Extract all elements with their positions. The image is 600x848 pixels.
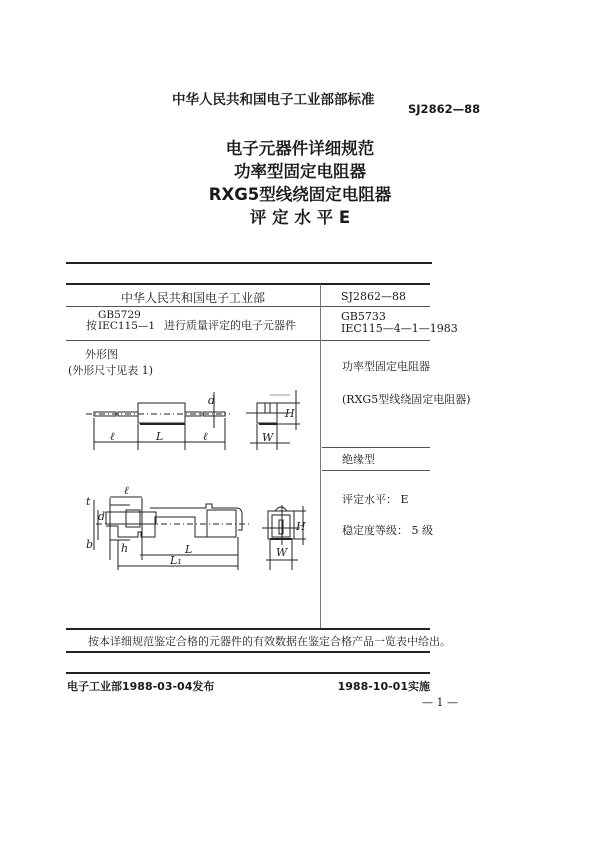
- qualified-products-note: 按本详细规范鉴定合格的元器件的有效数据在鉴定合格产品一览表中给出。: [88, 635, 451, 648]
- height-label: H: [285, 407, 295, 420]
- issuer-heading: 中华人民共和国电子工业部部标准: [172, 92, 375, 108]
- diameter-label: d: [208, 394, 216, 407]
- iec-reference: IEC115—1: [98, 320, 156, 332]
- lead-length-label-d2: ℓ: [124, 484, 129, 497]
- assessment-level: 评定水平： E: [342, 493, 409, 506]
- stability-class: 稳定度等级： 5 级: [342, 524, 433, 537]
- outline-dimension-note: (外形尺寸见表 1): [68, 364, 154, 377]
- total-length-label: L₁: [170, 554, 182, 567]
- lead-length-label-2: ℓ: [203, 430, 208, 443]
- iec-spec: IEC115—4—1—1983: [341, 322, 458, 335]
- width-label-d2: W: [276, 546, 288, 559]
- qa-suffix: 进行质量评定的电子元器件: [164, 319, 296, 332]
- title-line-3: RXG5型线绕固定电阻器: [208, 185, 392, 204]
- gb-spec: GB5733: [341, 310, 386, 323]
- resistor-model: (RXG5型线绕固定电阻器): [342, 393, 471, 406]
- d-label-d2: d: [98, 510, 106, 523]
- qa-prefix: 按: [86, 319, 97, 332]
- insulation-type: 绝缘型: [342, 453, 375, 466]
- t-label: t: [86, 495, 91, 508]
- body-length-label-d2: L: [185, 543, 193, 556]
- page-number: — 1 —: [422, 696, 458, 709]
- resistor-type: 功率型固定电阻器: [342, 360, 430, 373]
- width-label: W: [262, 431, 274, 444]
- insulation-bottom-rule: [322, 470, 430, 471]
- ministry-cell: 中华人民共和国电子工业部: [120, 291, 265, 305]
- effective-date: 1988-10-01实施: [337, 680, 430, 693]
- gb-reference: GB5729: [98, 309, 141, 321]
- footer-rule: [66, 672, 430, 674]
- title-line-1: 电子元器件详细规范: [225, 139, 375, 158]
- note-bottom-rule: [66, 651, 430, 653]
- height-label-d2: H: [296, 520, 306, 533]
- table-bottom-border: [66, 628, 430, 630]
- insulation-top-rule: [322, 447, 430, 448]
- title-line-4: 评 定 水 平 E: [249, 208, 351, 227]
- outline-drawing-label: 外形图: [85, 348, 118, 361]
- lead-length-label: ℓ: [110, 430, 115, 443]
- body-length-label: L: [156, 430, 164, 443]
- standard-number-cell: SJ2862—88: [341, 290, 406, 303]
- publish-date: 电子工业部1988-03-04发布: [67, 680, 215, 693]
- b-label: b: [86, 538, 94, 551]
- standard-number: SJ2862—88: [408, 102, 481, 116]
- title-line-2: 功率型固定电阻器: [234, 162, 366, 181]
- h-label: h: [121, 542, 129, 555]
